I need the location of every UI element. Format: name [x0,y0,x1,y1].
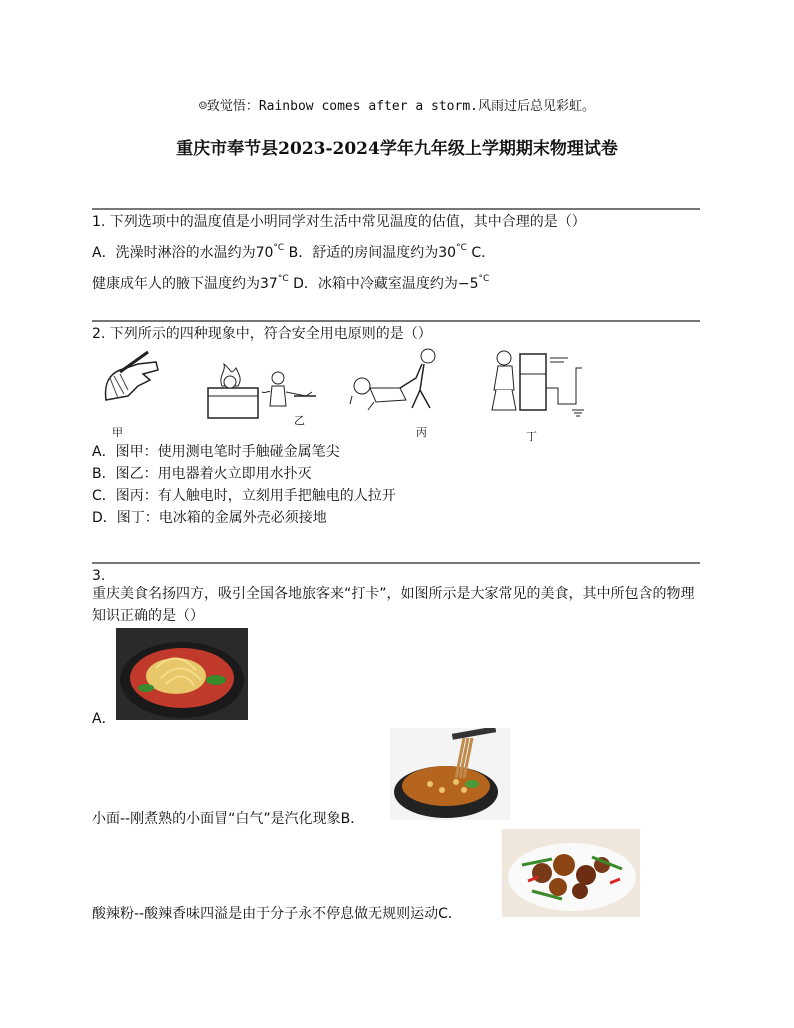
q1-option-b-value: $30^{^\circ C}$ [438,243,467,261]
divider [92,320,700,322]
divider [92,562,700,564]
q2-option-a: A．图甲：使用测电笔时手触碰金属笔尖 [92,444,340,460]
divider [92,208,700,210]
q2-option-b: B．图乙：用电器着火立即用水扑灭 [92,466,312,482]
q2-option-d: D．图丁：电冰箱的金属外壳必须接地 [92,510,327,526]
page-title: 重庆市奉节县2023-2024学年九年级上学期期末物理试卷 [176,139,618,159]
figure-ding-fridge-ground [488,348,590,420]
hot-sour-noodles-image [390,728,510,820]
question-2-options [92,441,704,529]
q1-option-c-value: $37^{^\circ C}$ [260,274,289,292]
q1-option-c-label: C． [471,245,496,261]
question-1 [92,211,704,295]
figure-bing-rescue [346,344,446,414]
question-3-stem: 重庆美食名扬四方，吸引全国各地旅客来“打卡”，如图所示是大家常见的美食，其中所包含的物理知识正确的是（） [92,586,695,624]
q1-option-d: D．冰箱中冷藏室温度约为 [293,276,458,292]
q3-option-a-desc [92,808,364,830]
q1-option-c: 健康成年人的腋下温度约为 [92,276,260,292]
question-2-stem: 2. 下列所示的四种现象中，符合安全用电原则的是（） [92,326,432,342]
question-1-stem: 1. 下列选项中的温度值是小明同学对生活中常见温度的估值，其中合理的是（） [92,214,586,230]
q3-option-b-desc [92,903,462,925]
q1-option-a: A．洗澡时淋浴的水温约为 [92,245,256,261]
stir-fry-dish-image [502,829,640,917]
figure-label-yi: 乙 [294,414,305,427]
motto: ☺致觉悟：Rainbow comes after a storm.风雨过后总见彩虹。 [199,99,595,114]
q3-option-b-label: B． [340,811,365,827]
noodle-bowl-image [116,628,248,720]
q1-option-b: B．舒适的房间温度约为 [288,245,439,261]
figure-label-bing: 丙 [416,426,427,439]
q3-option-b-text: 酸辣粉--酸辣香味四溢是由于分子永不停息做无规则运动 [92,906,439,922]
figure-label-ding: 丁 [526,430,537,443]
q3-option-a-text: 小面--刚煮熟的小面冒“白气”是汽化现象 [92,811,341,827]
q1-option-d-value: $-5^{^\circ C}$ [457,274,490,292]
q3-option-c-label: C． [438,906,462,922]
question-3-number: 3. [92,568,106,584]
figure-label-jia: 甲 [112,426,123,439]
q1-option-a-value: $70^{^\circ C}$ [255,243,285,261]
figure-jia-hand-tester [98,350,170,412]
q2-option-c: C．图丙：有人触电时，立刻用手把触电的人拉开 [92,488,396,504]
q3-option-a-label: A． [92,711,116,727]
